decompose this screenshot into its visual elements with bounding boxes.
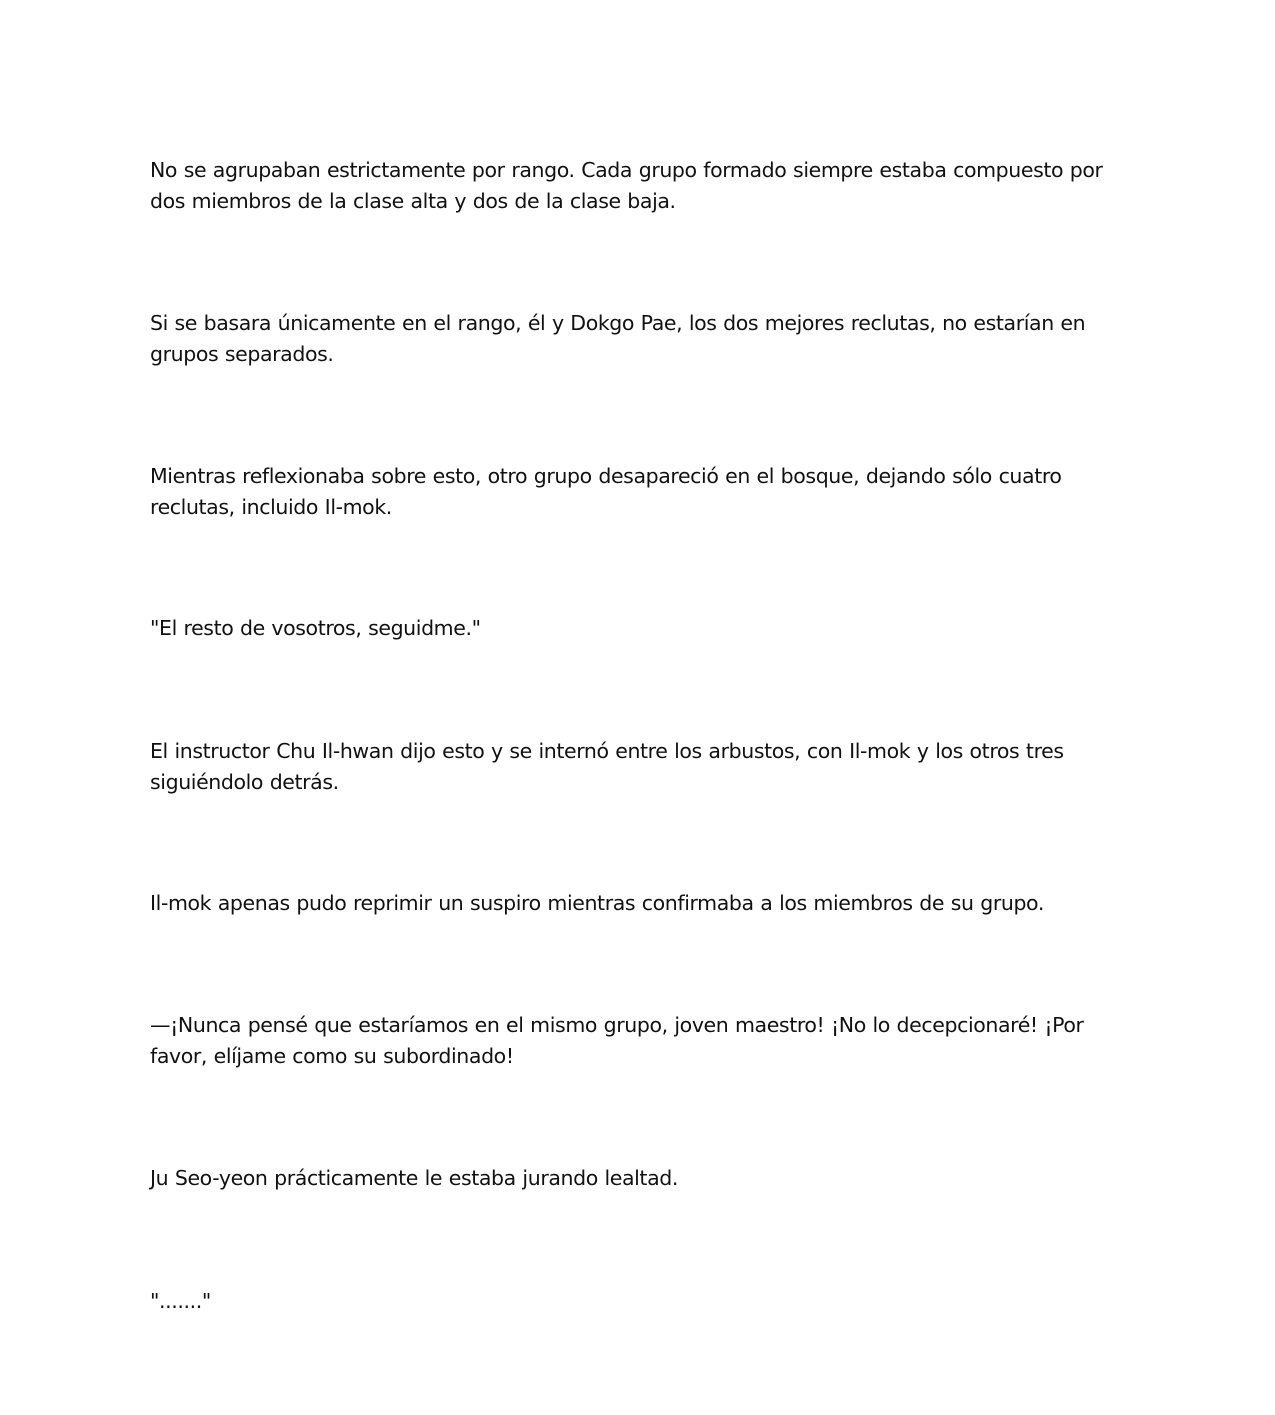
paragraph-4: "El resto de vosotros, seguidme." [150,616,481,640]
paragraph-3: Mientras reflexionaba sobre esto, otro grupo desapareció en el bosque, dejando sólo cuatro reclutas, incluido Il-mok. [150,464,1062,519]
paragraph-5: El instructor Chu Il-hwan dijo esto y se internó entre los arbustos, con Il-mok y los otros tres siguiéndolo detrás. [150,739,1064,794]
paragraph-8: Ju Seo-yeon prácticamente le estaba jurando lealtad. [150,1166,678,1190]
paragraph-7: —¡Nunca pensé que estaríamos en el mismo grupo, joven maestro! ¡No lo decepcionaré! ¡Por favor, elíjame como su subordinado! [150,1013,1084,1068]
paragraph-6: Il-mok apenas pudo reprimir un suspiro mientras confirmaba a los miembros de su grupo. [150,891,1044,915]
paragraph-2: Si se basara únicamente en el rango, él y Dokgo Pae, los dos mejores reclutas, no estarían en grupos separados. [150,311,1086,366]
paragraph-9: "......." [150,1289,211,1313]
paragraph-1: No se agrupaban estrictamente por rango. Cada grupo formado siempre estaba compuesto por dos miembros de la clase alta y dos de la clase baja. [150,158,1103,213]
